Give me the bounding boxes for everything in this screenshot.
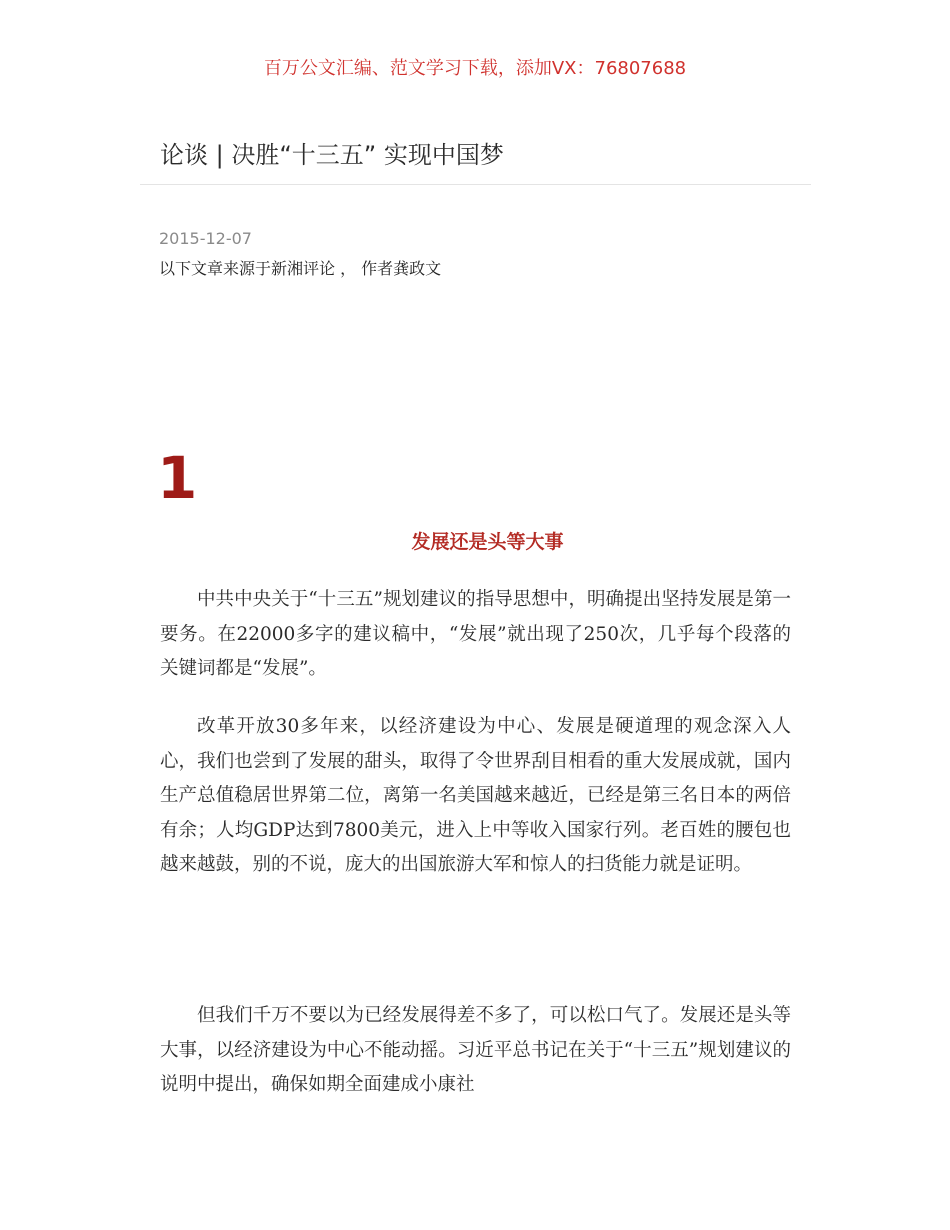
title-divider [140, 184, 811, 185]
body-paragraph: 改革开放30多年来，以经济建设为中心、发展是硬道理的观念深入人心，我们也尝到了发展的甜头，取得了令世界刮目相看的重大发展成就，国内生产总值稳居世界第二位，离第一名美国越来越近，已经是第三名日本的两倍有余；人均GDP达到7800美元，进入上中等收入国家行列。老百姓的腰包也越来越鼓，别的不说，庞大的出国旅游大军和惊人的扫货能力就是证明。 [160, 716, 791, 875]
section-number: 1 [157, 444, 198, 512]
body-paragraph: 但我们千万不要以为已经发展得差不多了，可以松口气了。发展还是头等大事，以经济建设为中心不能动摇。习近平总书记在关于“十三五”规划建议的说明中提出，确保如期全面建成小康社 [160, 1005, 791, 1095]
article-title: 论谈 | 决胜“十三五” 实现中国梦 [160, 141, 504, 169]
article-date: 2015-12-07 [159, 229, 252, 248]
section-heading: 发展还是头等大事 [411, 531, 564, 553]
article-source: 以下文章来源于新湘评论 ， 作者龚政文 [159, 259, 442, 278]
body-paragraph: 中共中央关于“十三五”规划建议的指导思想中，明确提出坚持发展是第一要务。在22000多字的建议稿中，“发展”就出现了250次，几乎每个段落的关键词都是“发展”。 [160, 589, 791, 679]
promo-banner: 百万公文汇编、范文学习下载，添加VX：76807688 [263, 58, 687, 79]
